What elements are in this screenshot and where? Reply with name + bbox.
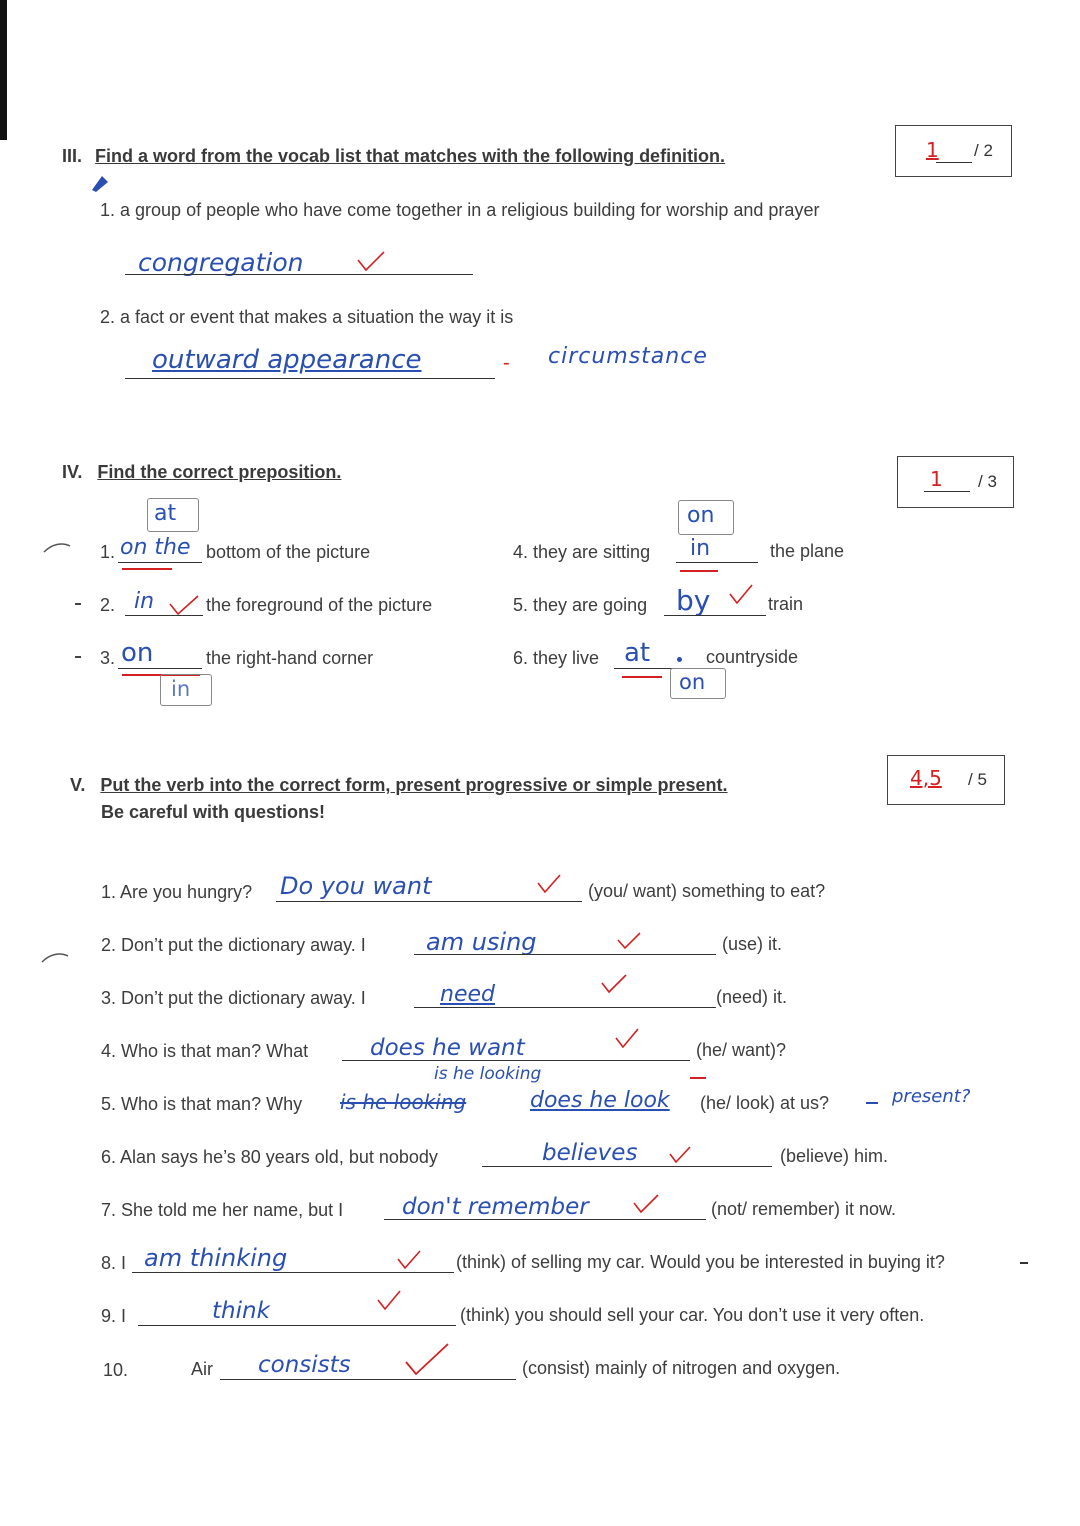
verb-hint-10: (consist) mainly of nitrogen and oxygen.	[522, 1358, 841, 1378]
correction-box-3	[160, 674, 212, 706]
verb-line-2	[414, 954, 716, 955]
answer-2: outward appearance	[152, 345, 422, 375]
verb-question-7: 7. She told me her name, but I	[101, 1200, 344, 1220]
verb-question-4: 4. Who is that man? What	[101, 1041, 309, 1061]
section-3-score-total: / 2	[974, 141, 993, 160]
verb-hint-3: (need) it.	[716, 987, 788, 1007]
definition-2: 2. a fact or event that makes a situation the way it is	[100, 307, 514, 327]
prep-answer-3: on	[121, 638, 154, 668]
prep-line-3	[118, 668, 202, 669]
section-3-heading	[62, 146, 725, 167]
prep-text-5b: train	[768, 594, 804, 614]
verb-answer-1: Do you want	[280, 872, 432, 900]
verb-question-9: 9. I	[101, 1306, 127, 1326]
prep-text-4b: the plane	[770, 541, 845, 561]
check-icon	[168, 594, 200, 616]
verb-question-8: 8. I	[101, 1253, 127, 1273]
verb-hint-2: (use) it.	[722, 934, 783, 954]
margin-mark-icon	[40, 948, 70, 968]
verb-hint-9: (think) you should sell your car. You don’t use it very often.	[460, 1305, 925, 1325]
section-3-title: Find a word from the vocab list that matches with the following definition.	[95, 146, 726, 166]
prep-answer-2: in	[134, 589, 155, 614]
correction-box-1	[147, 498, 199, 532]
answer-line-1	[125, 274, 473, 275]
correction-dash: -	[503, 352, 510, 374]
prep-answer-5: by	[676, 584, 711, 617]
section-3-score: 1	[926, 138, 939, 162]
correction-2: circumstance	[548, 344, 708, 369]
prep-text-3: the right-hand corner	[206, 648, 374, 668]
score-line	[936, 162, 972, 163]
pen-mark-icon	[88, 172, 114, 194]
definition-1: 1. a group of people who have come together in a religious building for worship and prayer	[100, 200, 820, 220]
margin-mark-icon	[42, 540, 72, 560]
verb-hint-4: (he/ want)?	[696, 1040, 787, 1060]
check-icon	[616, 932, 642, 950]
prep-text-5a: 5. they are going	[513, 595, 648, 615]
verb-answer-5-struck: is he looking	[340, 1090, 467, 1114]
check-icon	[536, 874, 562, 894]
scan-edge-mark	[0, 0, 7, 140]
section-4-score-total: / 3	[978, 472, 997, 491]
verb-line-7	[384, 1219, 706, 1220]
check-icon	[404, 1342, 450, 1376]
correction-6: on	[679, 670, 706, 694]
prep-number-3: 3.	[100, 648, 116, 668]
answer-1: congregation	[138, 248, 304, 277]
verb-answer-5-above: is he looking	[434, 1064, 542, 1084]
correction-3: in	[171, 677, 191, 701]
check-icon	[668, 1146, 692, 1164]
section-5-score-total: / 5	[968, 770, 987, 789]
check-icon	[728, 584, 754, 606]
verb-hint-7: (not/ remember) it now.	[711, 1199, 897, 1219]
margin-dash	[1020, 1262, 1028, 1264]
answer-line-2	[125, 378, 495, 379]
verb-answer-8: am thinking	[144, 1244, 288, 1272]
verb-question-3: 3. Don’t put the dictionary away. I	[101, 988, 366, 1008]
verb-line-10	[220, 1379, 516, 1380]
prep-line-4	[676, 562, 758, 563]
section-5-heading	[70, 775, 728, 796]
verb-answer-3: need	[440, 982, 495, 1007]
check-icon	[396, 1250, 422, 1270]
ink-dot	[677, 657, 682, 662]
check-icon	[356, 250, 386, 272]
verb-question-1: 1. Are you hungry?	[101, 882, 253, 902]
correction-box-6	[670, 668, 726, 699]
check-icon	[600, 974, 628, 994]
prep-answer-1: on the	[120, 535, 191, 560]
prep-number-1: 1.	[100, 542, 116, 562]
verb-answer-5: does he look	[530, 1088, 670, 1113]
margin-dash	[75, 603, 81, 605]
check-icon	[614, 1028, 640, 1050]
section-3-numeral: III.	[62, 146, 83, 166]
verb-hint-5: (he/ look) at us?	[700, 1093, 830, 1113]
section-4-score: 1	[930, 467, 943, 491]
verb-hint-6: (believe) him.	[780, 1146, 889, 1166]
section-5-score-box	[887, 755, 1005, 805]
verb-answer-10: consists	[258, 1352, 351, 1378]
section-4-heading	[62, 462, 341, 483]
verb-answer-6: believes	[542, 1140, 638, 1166]
prep-answer-4: in	[690, 536, 711, 561]
section-5-score: 4,5	[910, 766, 942, 790]
section-5-subheading: Be careful with questions!	[101, 802, 326, 822]
verb-hint-1: (you/ want) something to eat?	[588, 881, 826, 901]
prep-line-5	[664, 615, 766, 616]
verb-hint-8: (think) of selling my car. Would you be interested in buying it?	[456, 1252, 945, 1272]
prep-text-2: the foreground of the picture	[206, 595, 433, 615]
verb-line-4	[342, 1060, 690, 1061]
verb-line-8	[132, 1272, 454, 1273]
margin-dash	[75, 656, 81, 658]
verb-question-5: 5. Who is that man? Why	[101, 1094, 303, 1114]
section-4-title: Find the correct preposition.	[97, 462, 342, 482]
red-dash	[690, 1077, 706, 1079]
red-underline	[680, 570, 718, 572]
verb-line-6	[482, 1166, 772, 1167]
check-icon	[376, 1290, 402, 1312]
check-icon	[632, 1194, 660, 1214]
score-line	[924, 491, 970, 492]
verb-question-2: 2. Don’t put the dictionary away. I	[101, 935, 366, 955]
prep-line-1	[118, 562, 202, 563]
section-4-score-box	[897, 456, 1014, 508]
verb-line-9	[138, 1325, 456, 1326]
red-underline	[122, 568, 172, 570]
blue-dash	[866, 1102, 878, 1104]
prep-text-6a: 6. they live	[513, 648, 600, 668]
prep-text-1: bottom of the picture	[206, 542, 371, 562]
verb-answer-9: think	[212, 1298, 270, 1324]
teacher-note: present?	[892, 1086, 971, 1107]
correction-box-4	[678, 500, 734, 535]
section-3-score-box	[895, 125, 1012, 177]
verb-line-3	[414, 1007, 716, 1008]
verb-answer-7: don't remember	[402, 1194, 589, 1220]
section-5-numeral: V.	[70, 775, 86, 795]
verb-answer-4: does he want	[370, 1035, 525, 1061]
correction-4: on	[687, 503, 715, 528]
prep-number-2: 2.	[100, 595, 116, 615]
verb-question-10-num: 10.	[103, 1360, 129, 1380]
correction-1: at	[154, 501, 177, 526]
prep-answer-6: at	[624, 638, 651, 668]
verb-line-1	[276, 901, 582, 902]
verb-question-10: Air	[191, 1359, 213, 1379]
prep-text-6b: countryside	[706, 647, 799, 667]
section-4-numeral: IV.	[62, 462, 83, 482]
prep-text-4a: 4. they are sitting	[513, 542, 651, 562]
section-5-title: Put the verb into the correct form, present progressive or simple present.	[100, 775, 728, 795]
red-underline	[622, 676, 662, 678]
verb-question-6: 6. Alan says he’s 80 years old, but nobody	[101, 1147, 438, 1167]
verb-answer-2: am using	[426, 928, 537, 956]
